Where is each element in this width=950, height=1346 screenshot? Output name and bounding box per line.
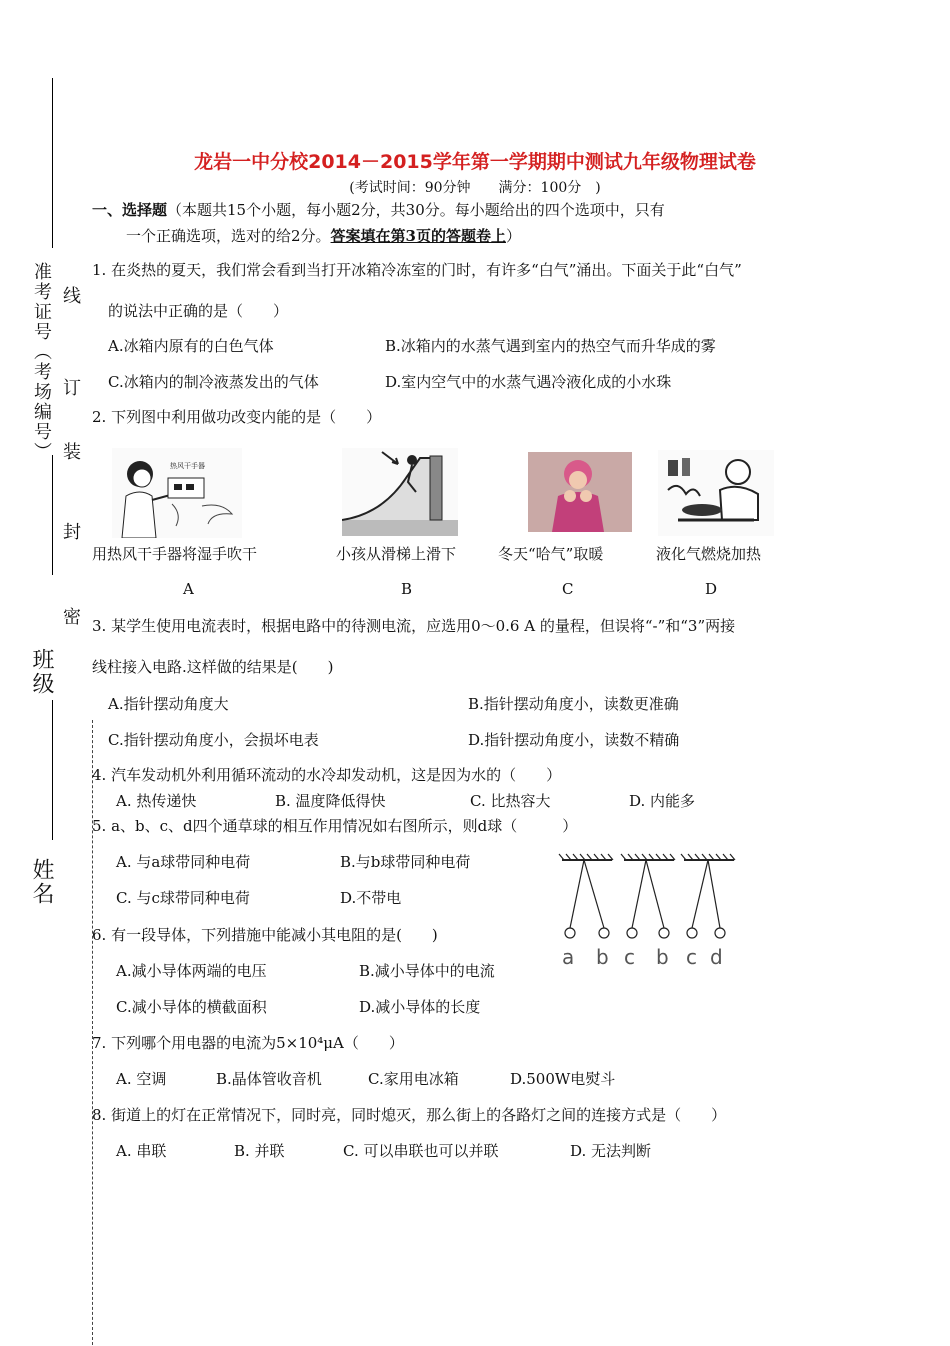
exam-id-label: 准考证号（考场编号） xyxy=(31,262,52,462)
figure-slide xyxy=(342,448,458,536)
q6-option-b: B.减小导体中的电流 xyxy=(359,962,495,980)
q4-option-d: D. 内能多 xyxy=(629,792,696,810)
q3-option-d: D.指针摆动角度小，读数不精确 xyxy=(468,731,680,749)
figure-hand-dryer xyxy=(112,448,242,538)
q7-option-a: A. 空调 xyxy=(116,1070,167,1088)
exam-info: (考试时间：90分钟 满分：100分 ) xyxy=(349,180,601,196)
q2-letter-b: B xyxy=(401,580,413,598)
ball-label-b2: b xyxy=(656,945,669,969)
seal-char-mi: 密 xyxy=(63,607,81,628)
q2-letter-c: C xyxy=(562,580,574,598)
q8-option-a: A. 串联 xyxy=(116,1142,167,1160)
q7-option-d: D.500W电熨斗 xyxy=(510,1070,616,1088)
ball-label-b1: b xyxy=(596,945,609,969)
q5-option-c: C. 与c球带同种电荷 xyxy=(116,889,250,907)
q5-option-d: D.不带电 xyxy=(340,889,402,907)
q4-option-a: A. 热传递快 xyxy=(116,792,197,810)
q5-option-b: B.与b球带同种电荷 xyxy=(340,853,471,871)
figure-warming-hands xyxy=(528,452,632,532)
exam-id-line xyxy=(52,455,53,575)
ball-label-d: d xyxy=(710,945,723,969)
q4-option-b: B. 温度降低得快 xyxy=(275,792,386,810)
name-label: 姓名 xyxy=(29,858,54,906)
q2-letter-a: A xyxy=(183,580,194,598)
page-title: 龙岩一中分校2014－2015学年第一学期期中测试九年级物理试卷 xyxy=(194,151,756,173)
q1-option-b: B.冰箱内的水蒸气遇到室内的热空气而升华成的雾 xyxy=(385,337,716,355)
seal-char-feng: 封 xyxy=(63,522,81,543)
q8-option-d: D. 无法判断 xyxy=(570,1142,652,1160)
section-title: 一、选择题 xyxy=(92,201,168,219)
q7-stem: 7. 下列哪个用电器的电流为5×10⁴μA（ ） xyxy=(92,1034,404,1052)
q1-stem-1: 1. 在炎热的夏天，我们常会看到当打开冰箱冷冻室的门时，有许多“白气”涌出。下面关于此“白气” xyxy=(92,261,742,279)
ball-label-c1: c xyxy=(624,945,635,969)
section-desc-end: ） xyxy=(506,227,522,245)
q2-letter-d: D xyxy=(705,580,718,598)
q3-stem-1: 3. 某学生使用电流表时，根据电路中的待测电流，应选用0～0.6 A 的量程，但误将“-”和“3”两接 xyxy=(92,617,736,635)
q6-option-c: C.减小导体的横截面积 xyxy=(116,998,267,1016)
q8-option-b: B. 并联 xyxy=(234,1142,285,1160)
ball-label-a: a xyxy=(562,945,575,969)
q1-option-c: C.冰箱内的制冷液蒸发出的气体 xyxy=(108,373,319,391)
q3-option-b: B.指针摆动角度小，读数更准确 xyxy=(468,695,679,713)
ball-label-c2: c xyxy=(686,945,697,969)
q3-option-c: C.指针摆动角度小，会损坏电表 xyxy=(108,731,319,749)
q6-stem: 6. 有一段导体，下列措施中能减小其电阻的是( ) xyxy=(92,926,438,944)
q2-stem: 2. 下列图中利用做功改变内能的是（ ） xyxy=(92,408,382,426)
q6-option-a: A.减小导体两端的电压 xyxy=(116,962,267,980)
q2-caption-b: 小孩从滑梯上滑下 xyxy=(336,545,457,563)
q7-option-b: B.晶体管收音机 xyxy=(216,1070,322,1088)
q5-stem: 5. a、b、c、d四个通草球的相互作用情况如右图所示，则d球（ ） xyxy=(92,817,578,835)
q2-caption-c: 冬天“哈气”取暖 xyxy=(498,545,604,563)
q2-caption-d: 液化气燃烧加热 xyxy=(656,545,762,563)
figure-a-label: 热风干手器 xyxy=(170,462,205,470)
answer-instruction: 答案填在第3页的答题卷上 xyxy=(330,227,506,245)
section-heading xyxy=(92,199,665,220)
q3-option-a: A.指针摆动角度大 xyxy=(108,695,229,713)
figure-pith-balls xyxy=(552,850,742,972)
section-desc-2: 一个正确选项，选对的给2分。 xyxy=(126,227,331,245)
class-label: 班级 xyxy=(29,648,54,696)
q4-stem: 4. 汽车发动机外利用循环流动的水冷却发动机，这是因为水的（ ） xyxy=(92,766,562,784)
q1-stem-2: 的说法中正确的是（ ） xyxy=(108,302,289,320)
q2-caption-a: 用热风干手器将湿手吹干 xyxy=(92,545,258,563)
q1-option-a: A.冰箱内原有的白色气体 xyxy=(108,337,274,355)
seal-char-xian: 线 xyxy=(63,286,81,307)
q6-option-d: D.减小导体的长度 xyxy=(359,998,481,1016)
seal-char-zhuang: 装 xyxy=(63,442,81,463)
q3-stem-2: 线柱接入电路.这样做的结果是( ) xyxy=(92,658,334,676)
class-line xyxy=(52,700,53,840)
q5-option-a: A. 与a球带同种电荷 xyxy=(116,853,251,871)
section-desc-line2 xyxy=(126,225,521,246)
q8-option-c: C. 可以串联也可以并联 xyxy=(343,1142,499,1160)
q1-option-d: D.室内空气中的水蒸气遇冷液化成的小水珠 xyxy=(385,373,672,391)
figure-gas-stove xyxy=(658,450,774,536)
seal-char-ding: 订 xyxy=(63,378,81,399)
q7-option-c: C.家用电冰箱 xyxy=(368,1070,459,1088)
q4-option-c: C. 比热容大 xyxy=(470,792,551,810)
q8-stem: 8. 街道上的灯在正常情况下，同时亮，同时熄灭，那么街上的各路灯之间的连接方式是（ ） xyxy=(92,1106,727,1124)
section-desc-1: （本题共15个小题，每小题2分，共30分。每小题给出的四个选项中，只有 xyxy=(167,201,665,219)
